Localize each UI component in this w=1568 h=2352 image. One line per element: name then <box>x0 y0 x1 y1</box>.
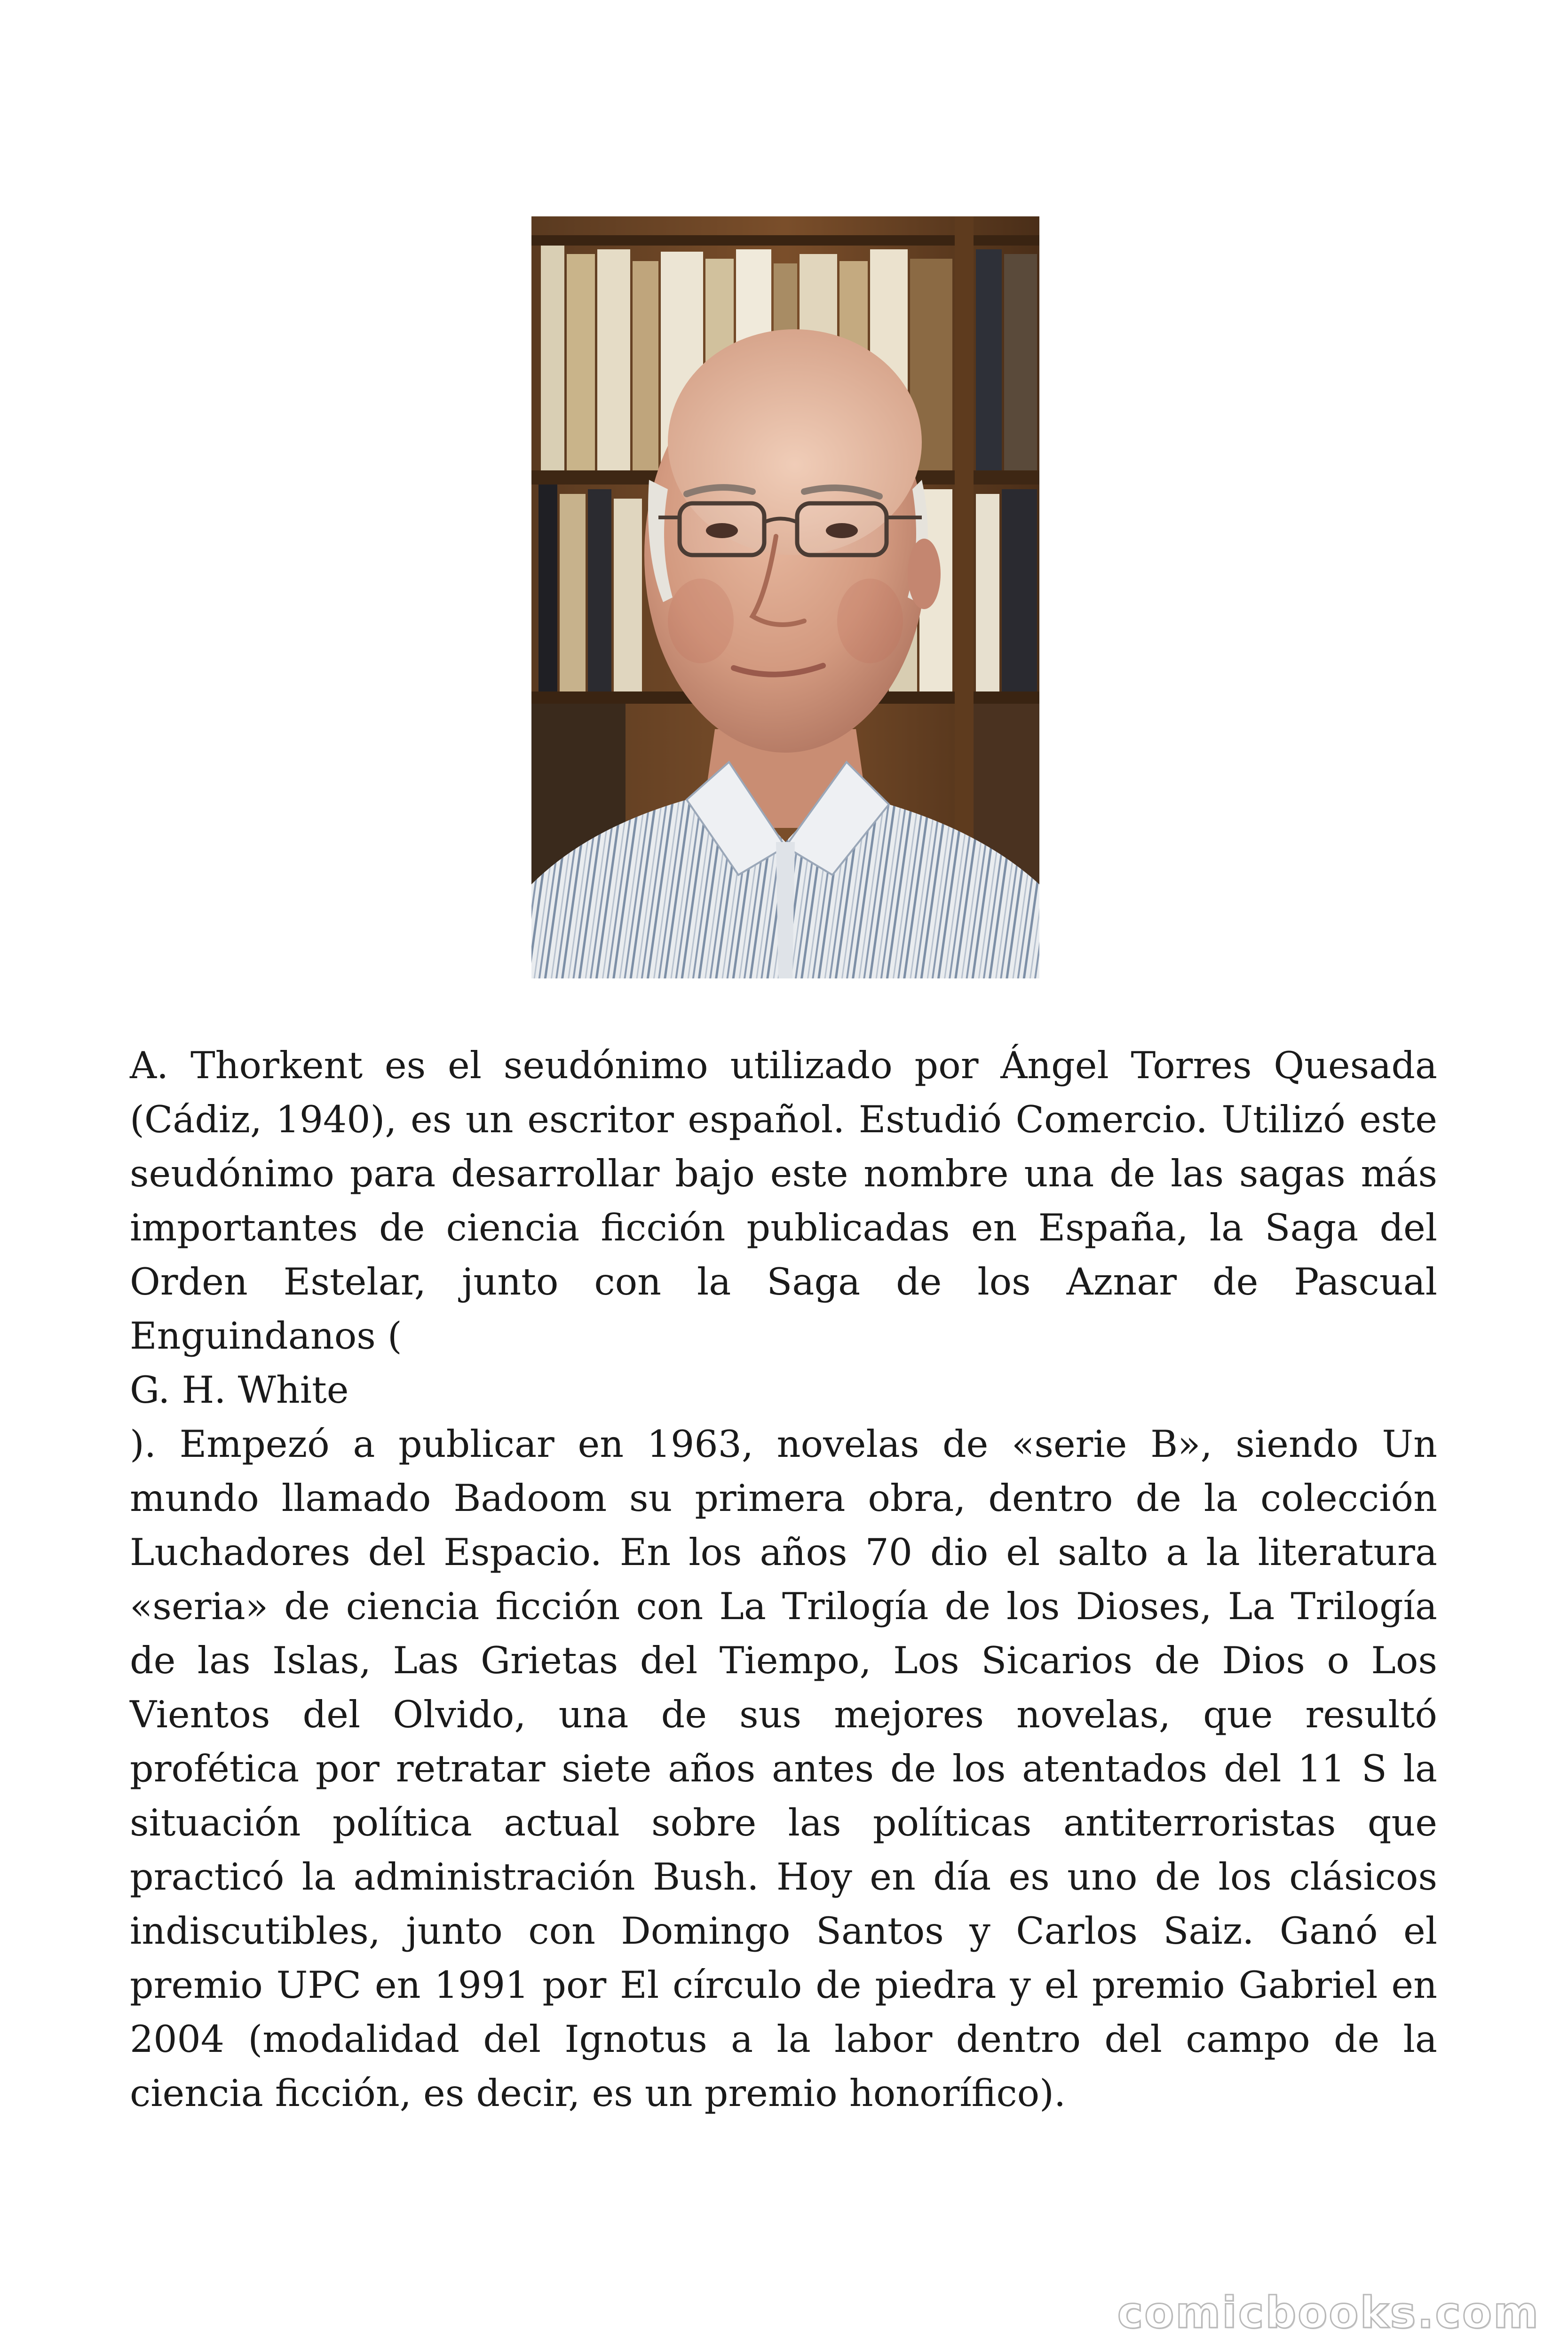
bio-line: profética por retratar siete años antes de los atentados del 11 S la <box>130 1747 1437 1790</box>
author-bio <box>130 1039 1437 2121</box>
bio-line: ). Empezó a publicar en 1963, novelas de «serie B», siendo Un <box>130 1422 1437 1466</box>
bio-line: 2004 (modalidad del Ignotus a la labor dentro del campo de la <box>130 2018 1437 2061</box>
bio-line: seudónimo para desarrollar bajo este nombre una de las sagas más <box>130 1152 1437 1195</box>
author-portrait-image <box>531 216 1039 978</box>
bio-line: practicó la administración Bush. Hoy en día es uno de los clásicos <box>130 1855 1437 1899</box>
bio-line: Luchadores del Espacio. En los años 70 dio el salto a la literatura <box>130 1531 1437 1574</box>
bio-line-pseudonym: G. H. White <box>130 1368 349 1412</box>
bio-line: «seria» de ciencia ficción con La Trilogía de los Dioses, La Trilogía <box>130 1585 1437 1628</box>
bio-line: Enguindanos ( <box>130 1314 402 1358</box>
bio-line: A. Thorkent es el seudónimo utilizado por Ángel Torres Quesada <box>130 1044 1437 1087</box>
bio-line: situación política actual sobre las políticas antiterroristas que <box>130 1801 1437 1844</box>
bio-line: Vientos del Olvido, una de sus mejores novelas, que resultó <box>130 1693 1437 1736</box>
bio-line: mundo llamado Badoom su primera obra, dentro de la colección <box>130 1477 1437 1520</box>
bio-line: Orden Estelar, junto con la Saga de los Aznar de Pascual <box>130 1260 1437 1303</box>
bio-line: ciencia ficción, es decir, es un premio honorífico). <box>130 2072 1066 2115</box>
bio-line: (Cádiz, 1940), es un escritor español. Estudió Comercio. Utilizó este <box>130 1098 1437 1141</box>
bio-line: de las Islas, Las Grietas del Tiempo, Los Sicarios de Dios o Los <box>130 1639 1437 1682</box>
watermark: comicbooks.com <box>1117 2288 1540 2338</box>
bio-line: importantes de ciencia ficción publicadas en España, la Saga del <box>130 1206 1437 1249</box>
bio-line: premio UPC en 1991 por El círculo de piedra y el premio Gabriel en <box>130 1963 1437 2007</box>
author-photo <box>531 216 1039 978</box>
bio-line: indiscutibles, junto con Domingo Santos y Carlos Saiz. Ganó el <box>130 1909 1437 1953</box>
